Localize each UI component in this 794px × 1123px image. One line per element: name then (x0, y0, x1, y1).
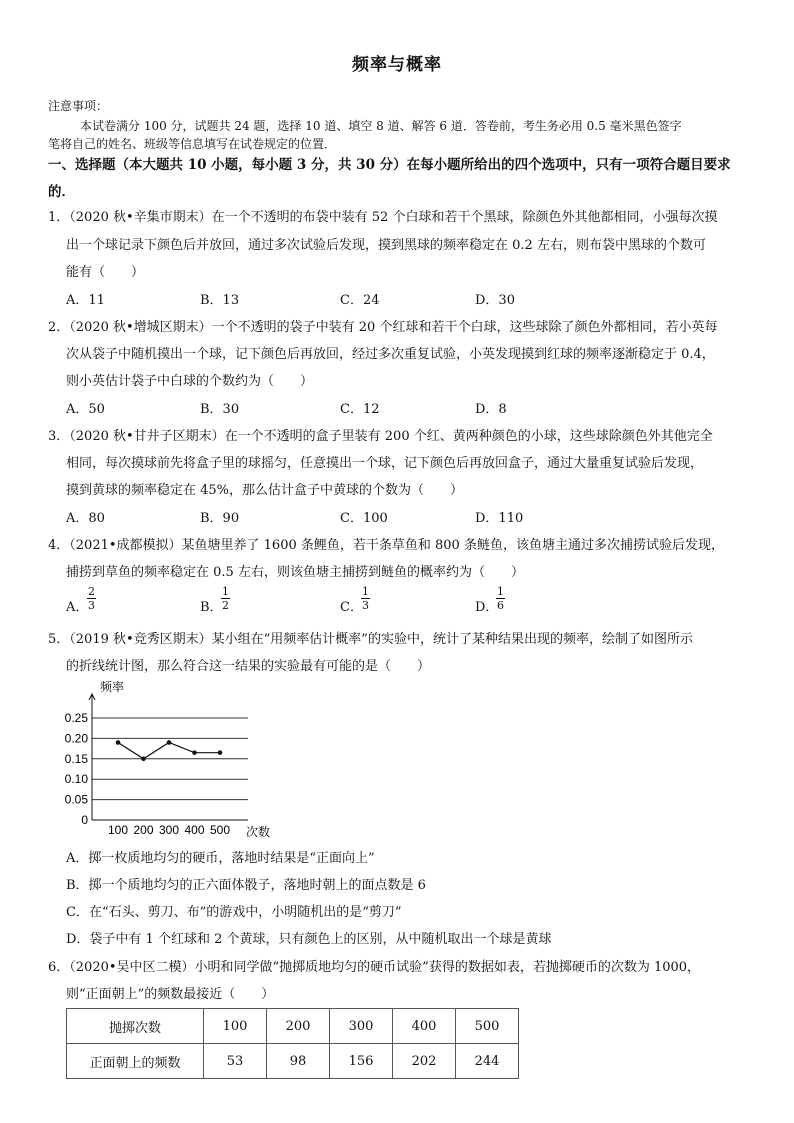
question-3-line-3: 摸到黄球的频率稳定在 45%，那么估计盒子中黄球的个数为（ ） (66, 483, 464, 498)
table-cell: 156 (330, 1044, 393, 1079)
q4-option-b-letter: B． (200, 600, 223, 615)
frequency-line-chart (50, 676, 290, 841)
fraction-numerator: 2 (88, 585, 95, 598)
fraction-numerator: 1 (497, 585, 504, 598)
x-tick-label: 200 (133, 823, 154, 837)
q1-option-d: D．30 (475, 293, 515, 308)
question-6-line-1: 6．（2020•吴中区二模）小明和同学做“抛掷质地均匀的硬币试验”获得的数据如表，若抛掷硬币的次数为 1000， (48, 960, 701, 975)
q2-option-b: B．30 (200, 402, 240, 417)
question-1-line-2: 出一个球记录下颜色后并放回，通过多次试验后发现，摸到黑球的频率稳定在 0.2 左右，则布袋中黑球的个数可 (66, 238, 706, 253)
q5-option-c: C．在“石头、剪刀、布”的游戏中，小明随机出的是“剪刀” (66, 905, 402, 920)
coin-toss-table (66, 1008, 519, 1079)
question-2-line-2: 次从袋子中随机摸出一个球，记下颜色后再放回，经过多次重复试验，小英发现摸到红球的频率逐渐稳定于 0.4， (66, 347, 715, 362)
y-tick-label: 0 (81, 813, 88, 827)
table-cell: 98 (267, 1044, 330, 1079)
question-3-line-1: 3．（2020 秋•甘井子区期末）在一个不透明的盒子里装有 200 个红、黄两种颜色的小球，这些球除颜色外其他完全 (48, 429, 713, 444)
fraction-numerator: 1 (362, 585, 369, 598)
q1-option-a: A．11 (66, 293, 105, 308)
question-3-line-2: 相同，每次摸球前先将盒子里的球摇匀，任意摸出一个球，记下颜色后再放回盒子，通过大量重复试验后发现， (66, 456, 704, 471)
table-cell: 53 (204, 1044, 267, 1079)
q4-option-d-letter: D． (475, 600, 499, 615)
q2-option-c: C．12 (340, 402, 380, 417)
q2-option-d: D．8 (475, 402, 507, 417)
q4-option-a-fraction (87, 585, 96, 612)
y-tick-label: 0.25 (64, 711, 88, 725)
table-cell: 202 (393, 1044, 456, 1079)
q4-option-d-fraction (496, 585, 505, 612)
table-cell: 正面朝上的频数 (67, 1044, 204, 1079)
section-heading-line-1: 一、选择题（本大题共 10 小题，每小题 3 分，共 30 分）在每小题所给出的四个选项中，只有一项符合题目要求 (48, 157, 731, 173)
fraction-denominator: 2 (222, 599, 229, 612)
series-line (118, 742, 220, 758)
data-point (141, 757, 146, 762)
question-1-line-3: 能有（ ） (66, 265, 145, 280)
fraction-denominator: 3 (88, 599, 95, 612)
table-cell: 抛掷次数 (67, 1009, 204, 1044)
table-cell: 500 (456, 1009, 519, 1044)
page-title: 频率与概率 (352, 55, 442, 75)
section-heading-line-2: 的． (48, 184, 75, 200)
question-4-line-2: 捕捞到草鱼的频率稳定在 0.5 左右，则该鱼塘主捕捞到鲢鱼的概率约为（ ） (66, 565, 524, 580)
q1-option-c: C．24 (340, 293, 380, 308)
fraction-denominator: 3 (362, 599, 369, 612)
notice-line-1: 本试卷满分 100 分，试题共 24 题，选择 10 道、填空 8 道、解答 6 道．答卷前，考生务必用 0.5 毫米黑色签字 (80, 119, 682, 133)
fraction-numerator: 1 (222, 585, 229, 598)
x-tick-label: 400 (184, 823, 205, 837)
y-tick-label: 0.15 (64, 751, 88, 766)
data-point (116, 740, 121, 745)
q2-option-a: A．50 (66, 402, 105, 417)
y-axis-title: 频率 (100, 680, 125, 694)
q4-option-c-fraction (361, 585, 370, 612)
question-4-line-1: 4．（2021•成都模拟）某鱼塘里养了 1600 条鲤鱼，若干条草鱼和 800 条鲢鱼，该鱼塘主通过多次捕捞试验后发现， (48, 538, 724, 553)
question-5-line-2: 的折线统计图，那么符合这一结果的实验最有可能的是（ ） (66, 659, 431, 674)
q5-option-b: B．掷一个质地均匀的正六面体骰子，落地时朝上的面点数是 6 (66, 878, 426, 893)
q5-option-d: D．袋子中有 1 个红球和 2 个黄球，只有颜色上的区别，从中随机取出一个球是黄球 (66, 932, 552, 947)
notice-heading: 注意事项： (48, 99, 109, 113)
question-6-line-2: 则“正面朝上”的频数最接近（ ） (66, 987, 275, 1002)
table-cell: 400 (393, 1009, 456, 1044)
x-tick-label: 300 (158, 823, 180, 837)
table-row (67, 1044, 519, 1079)
q5-option-a: A．掷一枚质地均匀的硬币，落地时结果是“正面向上” (66, 851, 375, 866)
q4-option-b-fraction (221, 585, 230, 612)
q3-option-d: D．110 (475, 511, 524, 526)
q3-option-a: A．80 (66, 511, 105, 526)
question-5-line-1: 5．（2019 秋•竞秀区期末）某小组在“用频率估计概率”的实验中，统计了某种结果出现的频率，绘制了如图所示 (48, 632, 693, 647)
table-cell: 300 (330, 1009, 393, 1044)
notice-line-2: 笔将自己的姓名、班级等信息填写在试卷规定的位置． (48, 137, 337, 151)
data-point (218, 750, 223, 755)
fraction-denominator: 6 (497, 599, 504, 612)
x-axis-title: 次数 (246, 825, 271, 839)
q4-option-a-letter: A． (66, 600, 89, 615)
table-row (67, 1009, 519, 1044)
table-cell: 100 (204, 1009, 267, 1044)
question-2-line-1: 2．（2020 秋•增城区期末）一个不透明的袋子中装有 20 个红球和若干个白球，这些球除了颜色外都相同，若小英每 (48, 320, 718, 335)
q4-option-c-letter: C． (340, 600, 363, 615)
data-point (167, 740, 172, 745)
q3-option-c: C．100 (340, 511, 388, 526)
table-cell: 244 (456, 1044, 519, 1079)
table-cell: 200 (267, 1009, 330, 1044)
question-2-line-3: 则小英估计袋子中白球的个数约为（ ） (66, 374, 314, 389)
data-point (192, 750, 197, 755)
q3-option-b: B．90 (200, 511, 240, 526)
y-tick-label: 0.10 (64, 772, 88, 787)
question-1-line-1: 1．（2020 秋•辛集市期末）在一个不透明的布袋中装有 52 个白球和若干个黑球，除颜色外其他都相同，小强每次摸 (48, 210, 718, 225)
x-tick-label: 500 (209, 823, 231, 837)
q1-option-b: B．13 (200, 293, 240, 308)
y-tick-label: 0.05 (64, 792, 88, 807)
x-tick-label: 100 (107, 823, 129, 837)
y-tick-label: 0.20 (64, 731, 88, 746)
